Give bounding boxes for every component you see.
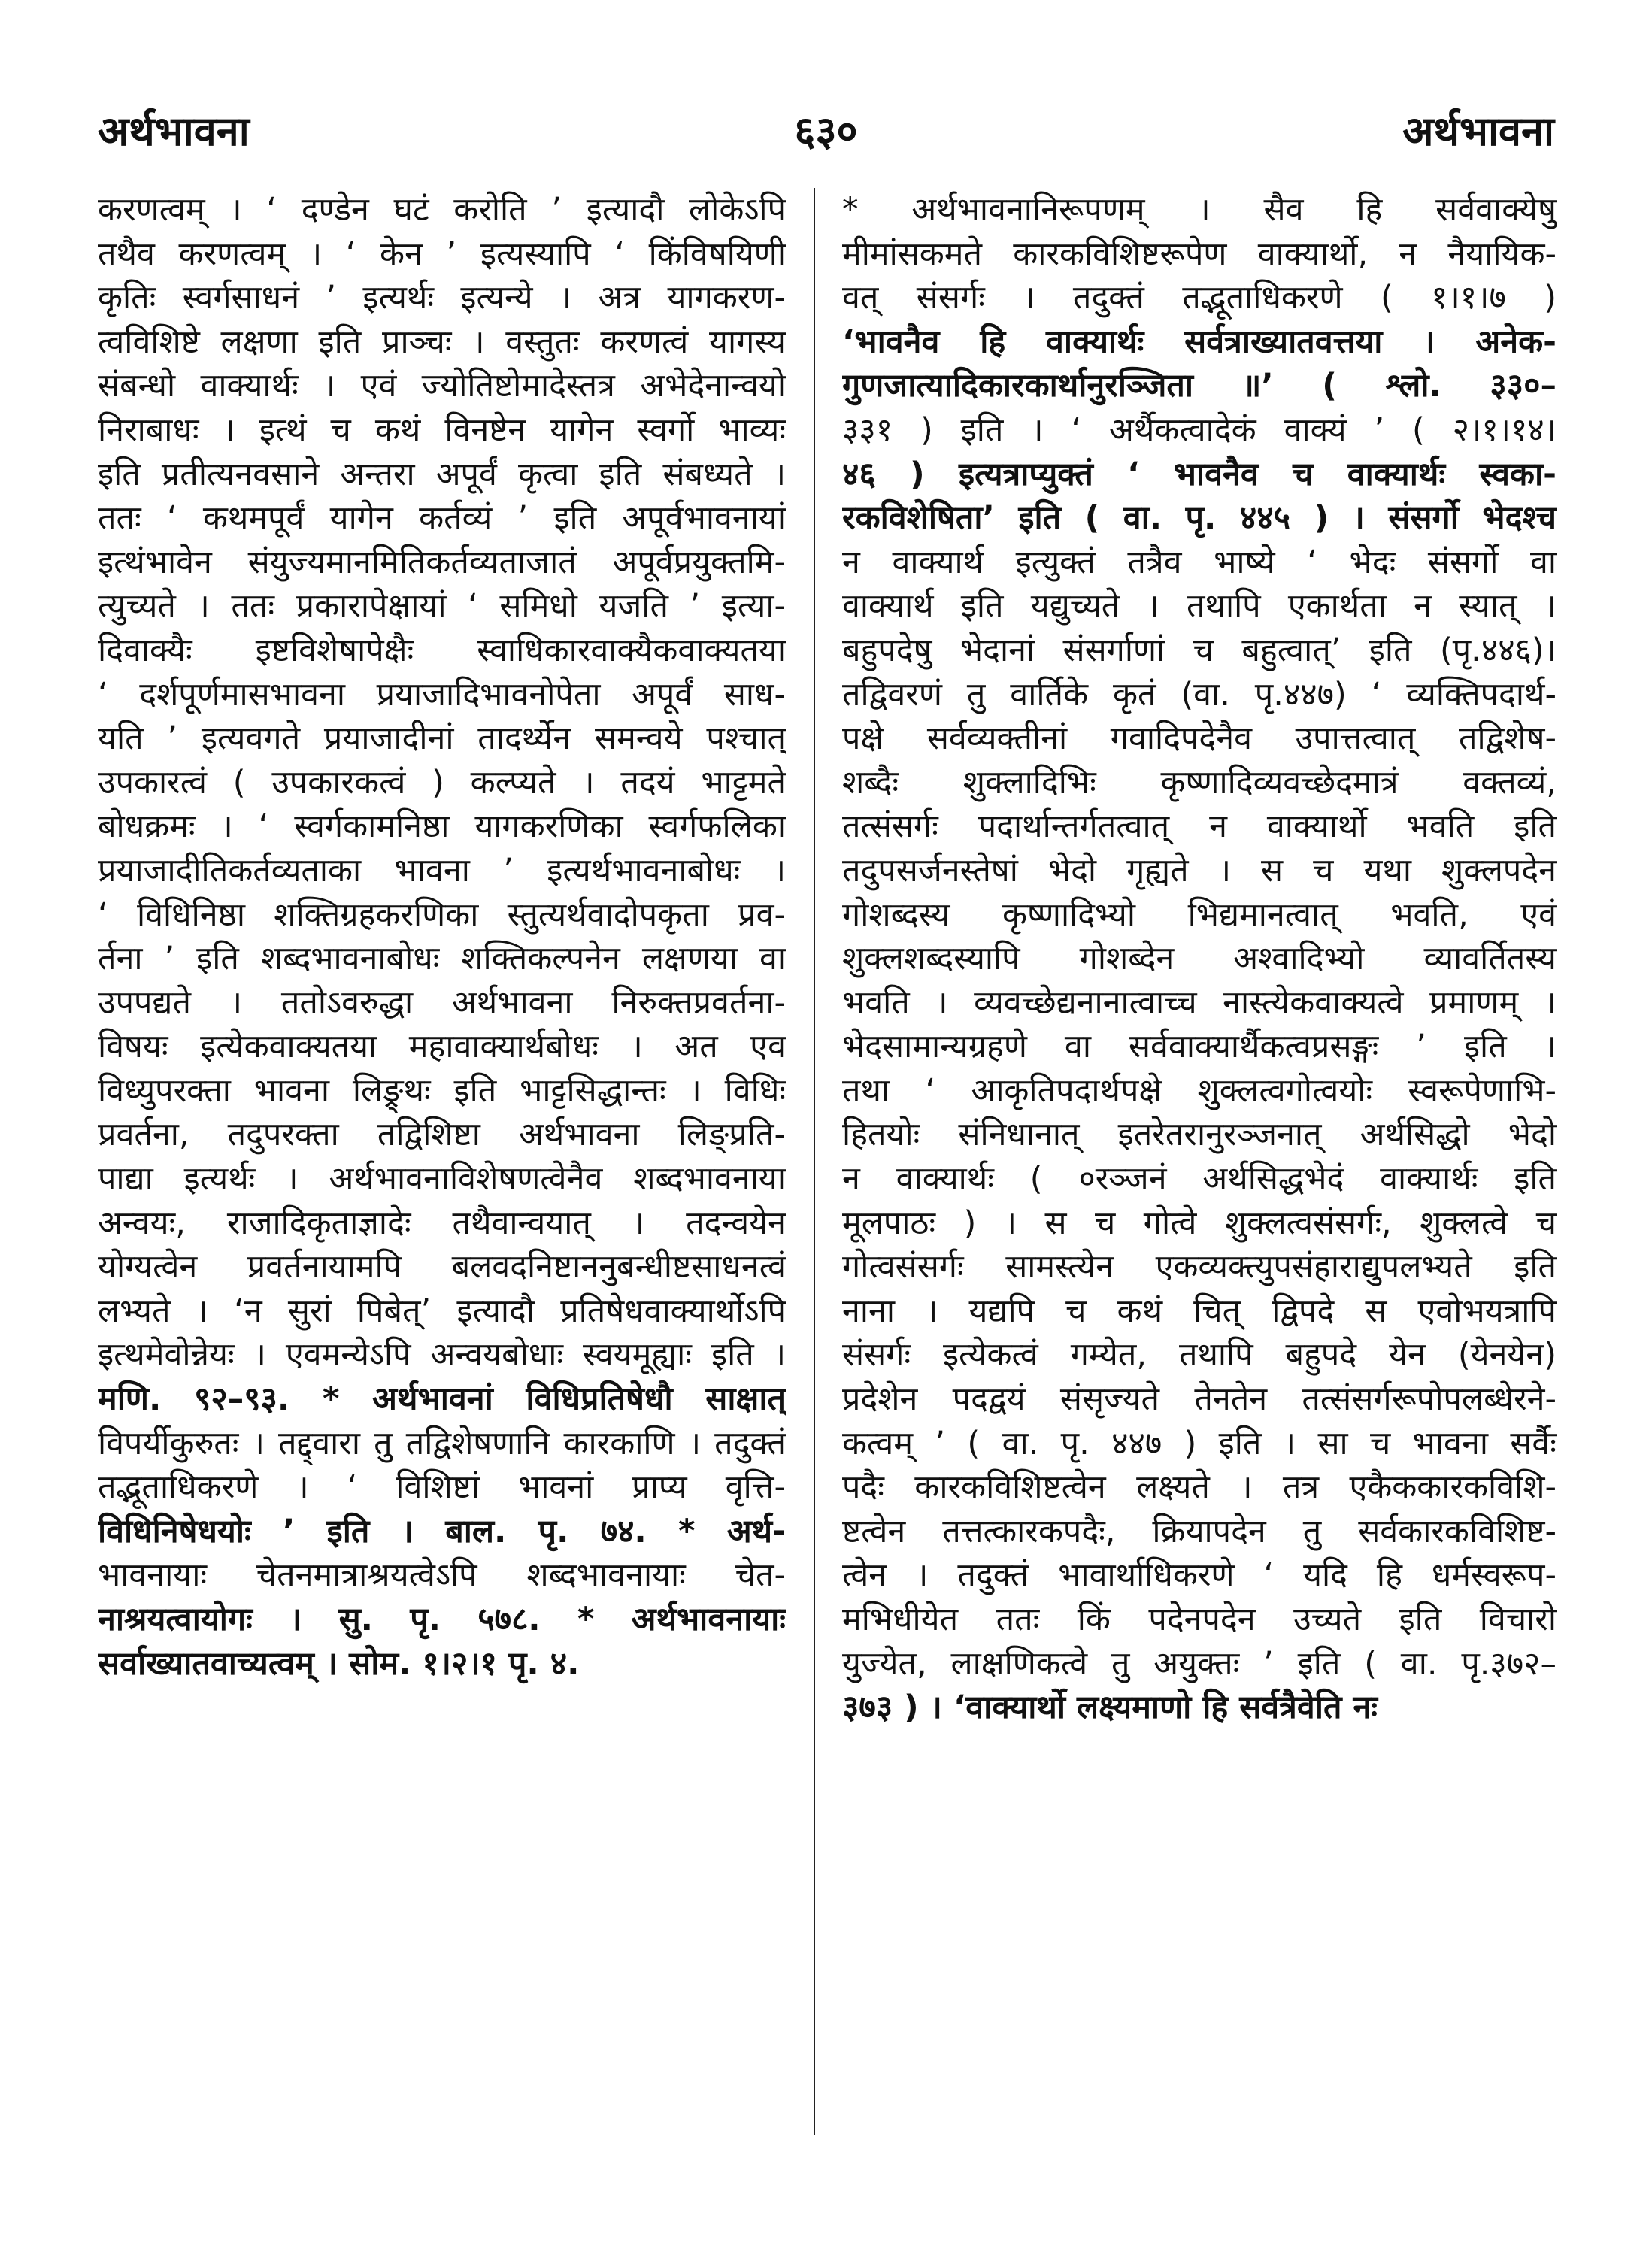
text-line: शब्दैः शुक्लादिभिः कृष्णादिव्यवच्छेदमात्रं वक्तव्यं, (842, 763, 1557, 801)
text-line: उपपद्यते । ततोऽवरुद्धा अर्थभावना निरुक्तप्रवर्तना- (98, 983, 786, 1022)
text-line: शुक्लशब्दस्यापि गोशब्देन अश्वादिभ्यो व्यावर्तितस्य (842, 940, 1557, 978)
text-line: लभ्यते । ‘न सुरां पिबेत्’ इत्यादौ प्रतिषेधवाक्यार्थोऽपि (98, 1292, 786, 1330)
text-line: दिवाक्यैः इष्टविशेषापेक्षैः स्वाधिकारवाक्यैकवाक्यतया (98, 631, 786, 669)
right-text-column (842, 188, 1557, 2180)
text-line: गोत्वसंसर्गः सामस्त्येन एकव्यक्त्युपसंहाराद्युपलभ्यते इति (842, 1248, 1557, 1286)
text-line: इति प्रतीत्यनवसाने अन्तरा अपूर्वं कृत्वा इति संबध्यते । (98, 455, 786, 493)
text-line: मणि. ९२–९३. * अर्थभावनां विधिप्रतिषेधौ साक्षात् (98, 1380, 786, 1419)
text-line: करणत्वम् । ‘ दण्डेन घटं करोति ’ इत्यादौ लोकेऽपि (98, 191, 786, 229)
text-line: कृतिः स्वर्गसाधनं ’ इत्यर्थः इत्यन्ये । अत्र यागकरण- (98, 279, 786, 317)
text-line: इत्थमेवोन्नेयः । एवमन्येऽपि अन्वयबोधाः स्वयमूह्याः इति । (98, 1336, 786, 1374)
page-number: ६३० (794, 108, 858, 155)
text-line: पाद्या इत्यर्थः । अर्थभावनाविशेषणत्वेनैव शब्दभावनाया (98, 1160, 786, 1198)
column-divider (814, 188, 815, 2135)
text-line: ३७३ ) । ‘वाक्यार्थो लक्ष्यमाणो हि सर्वत्रैवेति नः (842, 1689, 1378, 1727)
text-line: निराबाधः । इत्थं च कथं विनष्टेन यागेन स्वर्गो भाव्यः (98, 411, 786, 449)
text-line: ४६ ) इत्यत्राप्युक्तं ‘ भावनैव च वाक्यार्थः स्वका- (842, 455, 1557, 493)
text-line: गुणजात्यादिकारकार्थानुरञ्जिता ॥’ ( श्लो. ३३०– (842, 367, 1557, 405)
text-line: विषयः इत्येकवाक्यतया महावाक्यार्थबोधः । अत एव (98, 1028, 786, 1066)
text-line: ततः ‘ कथमपूर्वं यागेन कर्तव्यं ’ इति अपूर्वभावनायां (98, 499, 786, 538)
text-line: बहुपदेषु भेदानां संसर्गाणां च बहुत्वात्’ इति (पृ.४४६)। (842, 631, 1557, 669)
text-line: योग्यत्वेन प्रवर्तनायामपि बलवदनिष्टाननुबन्धीष्टसाधनत्वं (98, 1248, 786, 1286)
text-line: इत्थंभावेन संयुज्यमानमितिकर्तव्यताजातं अपूर्वप्रयुक्तमि- (98, 543, 786, 581)
text-line: मभिधीयेत ततः किं पदेनपदेन उच्यते इति विचारो (842, 1601, 1557, 1638)
text-line: विधिनिषेधयोः ’ इति । बाल. पृ. ७४. * अर्थ- (98, 1512, 786, 1550)
text-line: त्वविशिष्टे लक्षणा इति प्राञ्चः । वस्तुतः करणत्वं यागस्य (98, 323, 786, 361)
text-line: तद्विवरणं तु वार्तिके कृतं (वा. पृ.४४७) ‘ व्यक्तिपदार्थ- (842, 675, 1557, 714)
text-line: कत्वम् ’ ( वा. पृ. ४४७ ) इति । सा च भावना सर्वैः (842, 1424, 1557, 1462)
text-line: नाश्रयत्वायोगः । सु. पृ. ५७८. * अर्थभावनायाः (98, 1601, 786, 1638)
text-line: रकविशेषिता’ इति ( वा. पृ. ४४५ ) । संसर्गो भेदश्च (842, 499, 1557, 538)
text-line: मूलपाठः ) । स च गोत्वे शुक्लत्वसंसर्गः, शुक्लत्वे च (842, 1204, 1557, 1242)
text-line: मीमांसकमते कारकविशिष्टरूपेण वाक्यार्थो, न नैयायिक- (842, 235, 1557, 273)
text-line: ‘ विधिनिष्ठा शक्तिग्रहकरणिका स्तुत्यर्थवादोपकृता प्रव- (98, 895, 786, 934)
text-line: न वाक्यार्थः ( ०रञ्जनं अर्थसिद्धभेदं वाक्यार्थः इति (842, 1160, 1557, 1198)
text-line: वत् संसर्गः । तदुक्तं तद्भूताधिकरणे ( १।१।७ ) (842, 279, 1557, 317)
text-line: त्युच्यते । ततः प्रकारापेक्षायां ‘ समिधो यजति ’ इत्या- (98, 587, 786, 626)
text-line: प्रयाजादीतिकर्तव्यताका भावना ’ इत्यर्थभावनाबोधः । (98, 851, 786, 889)
page-header (0, 0, 1652, 173)
text-line: वाक्यार्थ इति यद्युच्यते । तथापि एकार्थता न स्यात् । (842, 587, 1557, 626)
text-line: तद्भूताधिकरणे । ‘ विशिष्टां भावनां प्राप्य वृत्ति- (98, 1468, 786, 1507)
text-line: विपर्यीकुरुतः । तद्द्वारा तु तद्विशेषणानि कारकाणि । तदुक्तं (98, 1424, 786, 1462)
text-line: नाना । यद्यपि च कथं चित् द्विपदे स एवोभयत्रापि (842, 1292, 1557, 1330)
text-line: त्वेन । तदुक्तं भावार्थाधिकरणे ‘ यदि हि धर्मस्वरूप- (842, 1556, 1557, 1595)
left-text-column (98, 188, 786, 2180)
text-line: * अर्थभावनानिरूपणम् । सैव हि सर्ववाक्येषु (842, 191, 1557, 229)
text-line: भावनायाः चेतनमात्राश्रयत्वेऽपि शब्दभावनायाः चेत- (98, 1556, 786, 1595)
text-line: गोशब्दस्य कृष्णादिभ्यो भिद्यमानत्वात् भवति, एवं (842, 895, 1557, 934)
text-line: उपकारत्वं ( उपकारकत्वं ) कल्प्यते । तदयं भाट्टमते (98, 763, 786, 801)
text-line: तथैव करणत्वम् । ‘ केन ’ इत्यस्यापि ‘ किंविषयिणी (98, 235, 786, 273)
text-line: युज्येत, लाक्षणिकत्वे तु अयुक्तः ’ इति ( वा. पृ.३७२– (842, 1644, 1557, 1683)
text-line: ३३१ ) इति । ‘ अर्थैकत्वादेकं वाक्यं ’ ( २।१।१४। (842, 411, 1557, 449)
running-head-left: अर्थभावना (98, 108, 250, 155)
text-line: ‘ दर्शपूर्णमासभावना प्रयाजादिभावनोपेता अपूर्वं साध- (98, 675, 786, 714)
text-line: र्तना ’ इति शब्दभावनाबोधः शक्तिकल्पनेन लक्षणया वा (98, 940, 786, 978)
text-line: यति ’ इत्यवगते प्रयाजादीनां तादर्थ्येन समन्वये पश्चात् (98, 720, 786, 758)
text-line: सर्वाख्यातवाच्यत्वम् । सोम. १।२।१ पृ. ४. (98, 1644, 580, 1683)
text-line: संसर्गः इत्येकत्वं गम्येत, तथापि बहुपदे येन (येनयेन) (842, 1336, 1557, 1374)
text-line: ष्टत्वेन तत्तत्कारकपदैः, क्रियापदेन तु सर्वकारकविशिष्ट- (842, 1512, 1557, 1550)
text-line: विध्युपरक्ता भावना लिङ्र्थः इति भाट्टसिद्धान्तः । विधिः (98, 1071, 786, 1110)
text-line: प्रदेशेन पदद्वयं संसृज्यते तेनतेन तत्संसर्गरूपोपलब्धेरने- (842, 1380, 1557, 1419)
text-line: भेदसामान्यग्रहणे वा सर्ववाक्यार्थैकत्वप्रसङ्गः ’ इति । (842, 1028, 1557, 1066)
text-line: बोधक्रमः । ‘ स्वर्गकामनिष्ठा यागकरणिका स्वर्गफलिका (98, 807, 786, 846)
text-line: हितयोः संनिधानात् इतरेतरानुरञ्जनात् अर्थसिद्धो भेदो (842, 1116, 1557, 1154)
text-line: न वाक्यार्थ इत्युक्तं तत्रैव भाष्ये ‘ भेदः संसर्गो वा (842, 543, 1557, 581)
text-line: तथा ‘ आकृतिपदार्थपक्षे शुक्लत्वगोत्वयोः स्वरूपेणाभि- (842, 1071, 1557, 1110)
text-line: पदैः कारकविशिष्टत्वेन लक्ष्यते । तत्र एकैककारकविशि- (842, 1468, 1557, 1507)
text-line: भवति । व्यवच्छेद्यनानात्वाच्च नास्त्येकवाक्यत्वे प्रमाणम् । (842, 983, 1557, 1022)
text-line: संबन्धो वाक्यार्थः । एवं ज्योतिष्टोमादेस्तत्र अभेदेनान्वयो (98, 367, 786, 405)
text-line: प्रवर्तना, तदुपरक्ता तद्विशिष्टा अर्थभावना लिङ्प्रति- (98, 1116, 786, 1154)
text-line: पक्षे सर्वव्यक्तीनां गवादिपदेनैव उपात्तत्वात् तद्विशेष- (842, 720, 1557, 758)
text-line: ‘भावनैव हि वाक्यार्थः सर्वत्राख्यातवत्तया । अनेक- (842, 323, 1557, 361)
running-head-right: अर्थभावना (1402, 108, 1554, 155)
text-line: तत्संसर्गः पदार्थान्तर्गतत्वात् न वाक्यार्थो भवति इति (842, 807, 1557, 846)
text-line: अन्वयः, राजादिकृताज्ञादेः तथैवान्वयात् । तदन्वयेन (98, 1204, 786, 1242)
text-line: तदुपसर्जनस्तेषां भेदो गृह्यते । स च यथा शुक्लपदेन (842, 851, 1557, 889)
